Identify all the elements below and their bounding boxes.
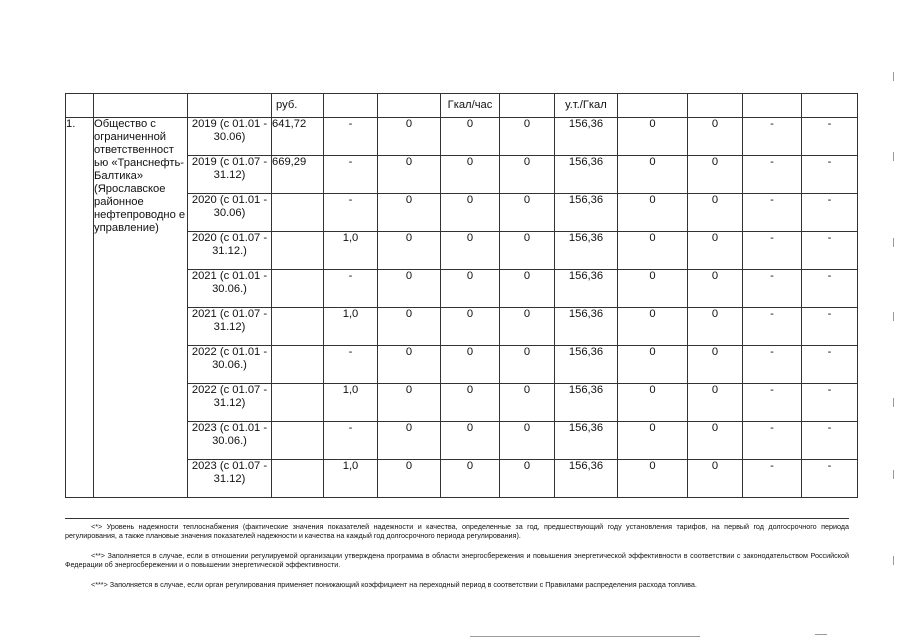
value-cell: 0 xyxy=(441,308,500,346)
value-cell: - xyxy=(743,308,802,346)
value-cell: - xyxy=(743,156,802,194)
units-cell xyxy=(378,94,441,118)
price-cell xyxy=(272,460,324,498)
footnote-energy-saving: <**> Заполняется в случае, если в отношении регулируемой организации утверждена программа в области энергосбережения и повышения энергетической эффективности в соответствии с законодательством Российской Федерации об энергосбережении и о повышении энергетической эффективности. xyxy=(65,550,849,570)
value-cell: 0 xyxy=(441,460,500,498)
scan-artifact xyxy=(893,152,894,161)
value-cell: - xyxy=(743,460,802,498)
value-cell: 0 xyxy=(618,460,688,498)
value-cell: 0 xyxy=(500,422,555,460)
price-cell xyxy=(272,270,324,308)
units-cell xyxy=(324,94,378,118)
value-cell: 0 xyxy=(688,308,743,346)
value-cell: 1,0 xyxy=(324,232,378,270)
value-cell: 0 xyxy=(441,118,500,156)
value-cell: 1,0 xyxy=(324,460,378,498)
units-cell-fuel-per-gcal: у.т./Гкал xyxy=(555,94,618,118)
units-cell xyxy=(802,94,858,118)
value-cell: 0 xyxy=(441,346,500,384)
value-cell: 0 xyxy=(378,346,441,384)
value-cell: - xyxy=(802,232,858,270)
units-cell xyxy=(500,94,555,118)
value-cell: 156,36 xyxy=(555,232,618,270)
footnotes xyxy=(65,518,849,599)
value-cell: 1,0 xyxy=(324,308,378,346)
organization-name: Общество с ограниченной ответственност ью «Транснефть-Балтика» (Ярославское районное нефтепроводно е управление) xyxy=(94,118,188,498)
value-cell: 0 xyxy=(378,232,441,270)
value-cell: - xyxy=(743,270,802,308)
value-cell: 0 xyxy=(441,156,500,194)
units-cell-rub: руб. xyxy=(272,94,324,118)
value-cell: 0 xyxy=(688,460,743,498)
value-cell: 0 xyxy=(500,460,555,498)
value-cell: - xyxy=(802,156,858,194)
value-cell: - xyxy=(802,422,858,460)
value-cell: 0 xyxy=(378,422,441,460)
value-cell: 0 xyxy=(378,118,441,156)
value-cell: - xyxy=(802,346,858,384)
value-cell: 0 xyxy=(688,270,743,308)
price-cell xyxy=(272,232,324,270)
value-cell: 0 xyxy=(441,232,500,270)
value-cell: - xyxy=(743,346,802,384)
price-cell xyxy=(272,384,324,422)
tariff-table xyxy=(65,93,858,498)
value-cell: 0 xyxy=(618,422,688,460)
value-cell: 0 xyxy=(500,156,555,194)
value-cell: 0 xyxy=(441,194,500,232)
scan-artifact xyxy=(893,238,894,247)
value-cell: 0 xyxy=(441,422,500,460)
value-cell: 0 xyxy=(500,346,555,384)
period-cell: 2022 (с 01.01 - 30.06.) xyxy=(188,346,272,384)
value-cell: 156,36 xyxy=(555,460,618,498)
scan-artifact xyxy=(893,556,894,565)
value-cell: 0 xyxy=(688,156,743,194)
value-cell: 0 xyxy=(500,194,555,232)
value-cell: 0 xyxy=(688,422,743,460)
value-cell: - xyxy=(743,194,802,232)
value-cell: - xyxy=(324,118,378,156)
period-cell: 2021 (с 01.07 - 31.12) xyxy=(188,308,272,346)
value-cell: 0 xyxy=(618,384,688,422)
value-cell: - xyxy=(324,422,378,460)
value-cell: 0 xyxy=(500,232,555,270)
value-cell: - xyxy=(802,308,858,346)
value-cell: 0 xyxy=(688,194,743,232)
value-cell: 0 xyxy=(618,118,688,156)
period-cell: 2019 (с 01.01 - 30.06) xyxy=(188,118,272,156)
scan-artifact xyxy=(815,634,827,635)
units-cell xyxy=(188,94,272,118)
value-cell: 0 xyxy=(688,118,743,156)
units-cell xyxy=(743,94,802,118)
units-row xyxy=(66,94,858,118)
value-cell: 156,36 xyxy=(555,384,618,422)
value-cell: - xyxy=(743,422,802,460)
value-cell: 0 xyxy=(618,194,688,232)
value-cell: 156,36 xyxy=(555,156,618,194)
value-cell: 156,36 xyxy=(555,270,618,308)
value-cell: 0 xyxy=(500,270,555,308)
value-cell: 0 xyxy=(618,232,688,270)
value-cell: - xyxy=(802,384,858,422)
period-cell: 2022 (с 01.07 - 31.12) xyxy=(188,384,272,422)
value-cell: - xyxy=(802,270,858,308)
value-cell: 0 xyxy=(618,308,688,346)
value-cell: 0 xyxy=(378,384,441,422)
value-cell: 0 xyxy=(500,118,555,156)
value-cell: 0 xyxy=(378,194,441,232)
period-cell: 2023 (с 01.01 - 30.06.) xyxy=(188,422,272,460)
value-cell: 0 xyxy=(378,156,441,194)
scan-artifact xyxy=(470,636,700,637)
value-cell: 0 xyxy=(378,308,441,346)
period-cell: 2020 (с 01.01 - 30.06) xyxy=(188,194,272,232)
value-cell: - xyxy=(802,118,858,156)
value-cell: - xyxy=(324,194,378,232)
value-cell: - xyxy=(802,194,858,232)
price-cell: 669,29 xyxy=(272,156,324,194)
row-index: 1. xyxy=(66,118,94,498)
price-cell: 641,72 xyxy=(272,118,324,156)
value-cell: 0 xyxy=(688,346,743,384)
value-cell: 0 xyxy=(378,460,441,498)
value-cell: - xyxy=(324,270,378,308)
value-cell: 156,36 xyxy=(555,118,618,156)
value-cell: 0 xyxy=(441,270,500,308)
value-cell: - xyxy=(743,384,802,422)
value-cell: 156,36 xyxy=(555,194,618,232)
period-cell: 2023 (с 01.07 - 31.12) xyxy=(188,460,272,498)
value-cell: 156,36 xyxy=(555,346,618,384)
price-cell xyxy=(272,422,324,460)
value-cell: 0 xyxy=(688,232,743,270)
units-cell-gcal-hour: Гкал/час xyxy=(441,94,500,118)
value-cell: 0 xyxy=(618,156,688,194)
period-cell: 2021 (с 01.01 - 30.06.) xyxy=(188,270,272,308)
price-cell xyxy=(272,194,324,232)
period-cell: 2020 (с 01.07 - 31.12.) xyxy=(188,232,272,270)
units-cell xyxy=(94,94,188,118)
value-cell: 156,36 xyxy=(555,308,618,346)
value-cell: - xyxy=(324,346,378,384)
table-row xyxy=(66,118,858,156)
value-cell: 1,0 xyxy=(324,384,378,422)
price-cell xyxy=(272,308,324,346)
scan-artifact xyxy=(893,470,894,479)
value-cell: 0 xyxy=(618,270,688,308)
value-cell: 0 xyxy=(378,270,441,308)
scan-artifact xyxy=(893,312,894,321)
scan-artifact xyxy=(893,398,894,407)
value-cell: 0 xyxy=(688,384,743,422)
value-cell: - xyxy=(743,118,802,156)
scan-artifact xyxy=(893,72,894,81)
value-cell: - xyxy=(802,460,858,498)
value-cell: 0 xyxy=(500,384,555,422)
value-cell: 0 xyxy=(500,308,555,346)
value-cell: 0 xyxy=(618,346,688,384)
price-cell xyxy=(272,346,324,384)
value-cell: - xyxy=(743,232,802,270)
period-cell: 2019 (с 01.07 - 31.12) xyxy=(188,156,272,194)
footnote-reduction-coefficient: <***> Заполняется в случае, если орган регулирования применяет понижающий коэффициент на переходный период в соответствии с Правилами распределения расхода топлива. xyxy=(91,579,697,589)
units-cell xyxy=(688,94,743,118)
value-cell: 0 xyxy=(441,384,500,422)
units-cell xyxy=(618,94,688,118)
value-cell: - xyxy=(324,156,378,194)
units-cell xyxy=(66,94,94,118)
value-cell: 156,36 xyxy=(555,422,618,460)
footnote-reliability: <*> Уровень надежности теплоснабжения (фактические значения показателей надежности и качества, определенные за год, предшествующий году установления тарифов, на первый год долгосрочного периода регулирования, а также плановые значения показателей надежности и качества на каждый год долгосрочного периода регулирования). xyxy=(65,522,849,541)
